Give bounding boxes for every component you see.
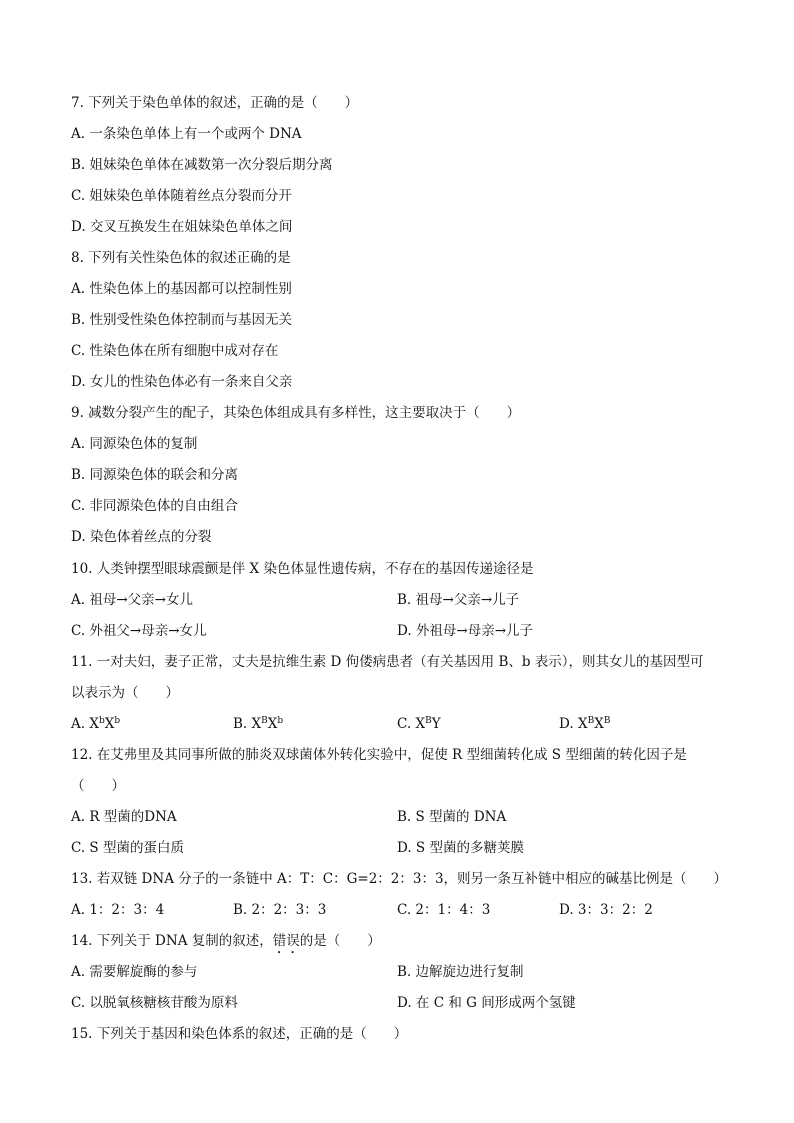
q11-option-d-sup2: B <box>603 716 611 726</box>
q13-stem: 13. 若双链 DNA 分子的一条链中 A：T：C：G=2：2：3：3，则另一条互补链中相应的碱基比例是（ ） <box>71 871 728 887</box>
q11-option-d-sup1: B <box>587 716 595 726</box>
q9-option-d: D. 染色体着丝点的分裂 <box>71 529 212 545</box>
q8-option-d: D. 女儿的性染色体必有一条来自父亲 <box>71 374 293 390</box>
q11-option-d-label: D. <box>559 716 578 732</box>
q7-stem: 7. 下列关于染色单体的叙述，正确的是（ ） <box>71 95 359 111</box>
q11-option-c-label: C. <box>397 716 416 732</box>
q14-option-c: C. 以脱氧核糖核苷酸为原料 <box>71 995 238 1011</box>
q11-option-b-x1: X <box>251 716 262 732</box>
q13-option-c: C. 2：1：4：3 <box>397 902 491 918</box>
q12-option-c: C. S 型菌的蛋白质 <box>71 840 184 856</box>
q8-option-b: B. 性别受性染色体控制而与基因无关 <box>71 312 293 328</box>
q14-stem-pre: 14. 下列关于 DNA 复制的叙述， <box>71 933 273 949</box>
q11-stem-line1: 11. 一对夫妇，妻子正常，丈夫是抗维生素 D 佝偻病患者（有关基因用 B、b 表示），则其女儿的基因型可 <box>71 654 704 670</box>
q10-option-a: A. 祖母→父亲→女儿 <box>71 592 193 608</box>
q12-option-a: A. R 型菌的DNA <box>71 809 177 825</box>
q14-option-d: D. 在 C 和 G 间形成两个氢键 <box>397 995 576 1011</box>
q8-option-c: C. 性染色体在所有细胞中成对存在 <box>71 343 279 359</box>
q11-stem-line2: 以表示为（ ） <box>71 685 179 701</box>
q11-option-a-label: A. <box>71 716 90 732</box>
q10-option-d: D. 外祖母→母亲→儿子 <box>397 623 534 639</box>
q15-stem: 15. 下列关于基因和染色体系的叙述，正确的是（ ） <box>71 1026 408 1042</box>
q11-option-c-y: Y <box>431 716 441 732</box>
q11-option-c <box>397 714 441 734</box>
q7-option-d: D. 交叉互换发生在姐妹染色单体之间 <box>71 219 293 235</box>
q14-stem <box>71 931 381 957</box>
q12-stem-line2: （ ） <box>71 778 125 794</box>
q9-option-b: B. 同源染色体的联会和分离 <box>71 467 239 483</box>
q11-option-b-x2: X <box>267 716 278 732</box>
q13-option-d: D. 3：3：2：2 <box>559 902 653 918</box>
q11-option-d <box>559 714 610 734</box>
q12-option-d: D. S 型菌的多糖荚膜 <box>397 840 524 856</box>
q11-option-a-x1: X <box>89 716 99 732</box>
q11-option-c-x1: X <box>415 716 426 732</box>
q10-stem: 10. 人类钟摆型眼球震颤是伴 X 染色体显性遗传病，不存在的基因传递途径是 <box>71 561 534 577</box>
q7-option-b: B. 姐妹染色单体在减数第一次分裂后期分离 <box>71 157 333 173</box>
q11-option-d-x1: X <box>577 716 588 732</box>
q11-option-c-sup1: B <box>425 716 432 726</box>
q14-option-b: B. 边解旋边进行复制 <box>397 964 524 980</box>
q11-option-a <box>71 714 120 734</box>
q11-option-b-sup1: B <box>261 716 268 726</box>
q11-option-b <box>233 714 283 734</box>
q9-option-a: A. 同源染色体的复制 <box>71 436 198 452</box>
q11-option-a-sup1: b <box>98 716 105 726</box>
q11-option-d-x2: X <box>594 716 604 732</box>
q10-option-b: B. 祖母→父亲→儿子 <box>397 592 520 608</box>
q11-option-a-x2: X <box>104 716 115 732</box>
q14-option-a: A. 需要解旋酶的参与 <box>71 964 198 980</box>
q11-option-b-sup2: b <box>277 716 284 726</box>
q8-stem: 8. 下列有关性染色体的叙述正确的是 <box>71 250 291 266</box>
q12-stem-line1: 12. 在艾弗里及其同事所做的肺炎双球菌体外转化实验中，促使 R 型细菌转化成 S 型细菌的转化因子是 <box>71 747 687 763</box>
q10-option-c: C. 外祖父→母亲→女儿 <box>71 623 207 639</box>
q7-option-c: C. 姐妹染色单体随着丝点分裂而分开 <box>71 188 292 204</box>
q14-stem-post: 的是（ ） <box>299 933 381 949</box>
q13-option-a: A. 1：2：3：4 <box>71 902 165 918</box>
q7-option-a: A. 一条染色单体上有一个或两个 DNA <box>71 126 302 142</box>
q9-stem: 9. 减数分裂产生的配子，其染色体组成具有多样性，这主要取决于（ ） <box>71 405 521 421</box>
q14-stem-emphasis: 错误 <box>272 933 300 949</box>
q12-option-b: B. S 型菌的 DNA <box>397 809 507 825</box>
q8-option-a: A. 性染色体上的基因都可以控制性别 <box>71 281 292 297</box>
q11-option-a-sup2: b <box>114 716 121 726</box>
q9-option-c: C. 非同源染色体的自由组合 <box>71 498 238 514</box>
q13-option-b: B. 2：2：3：3 <box>233 902 327 918</box>
q11-option-b-label: B. <box>233 716 252 732</box>
